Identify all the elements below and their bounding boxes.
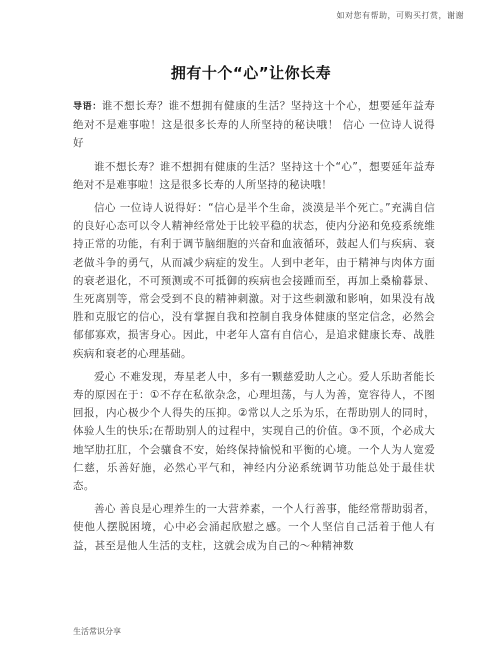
body-paragraph: 谁不想长寿？谁不想拥有健康的生活？坚持这十个“心”，想要延年益寿绝对不是难事啦！这是很多长寿的人所坚持的秘诀哦！ [73,160,435,191]
body-paragraph-love: 爱心 不难发现，寿星老人中，多有一颗慈爱助人之心。爱人乐助者能长寿的原因在于：①不存在私欲杂念，心理坦荡，与人为善，宽容待人，不图回报，内心极少个人得失的压抑。②常以人之乐为乐，在帮助别人的同时，体验人生的快乐;在帮助别人的过程中，实现自己的价值。③不顶，个必成大地罕肋扛肛，个会骧食不安，始终保持愉悦和平衡的心境。一个人为人宽爱仁慈，乐善好施，必然心平气和，神经内分泌系统调节功能总处于最佳状态。 [73,370,435,493]
intro-text: 谁不想长寿？谁不想拥有健康的生活？坚持这十个心，想要延年益寿绝对不是难事啦！这是很多长寿的人所坚持的秘诀哦！ 信心 一位诗人说得好 [73,100,436,150]
intro-paragraph [73,97,435,153]
intro-label: 导语： [73,102,102,112]
body-paragraph-kindness: 善心 善良是心理养生的一大营养素，一个人行善事，能经常帮助弱者，使他人摆脱困境，心中必会涌起欣慰之感。一个人坚信自己活着于他人有益，甚至是他人生活的支柱，这就会成为自己的～种精神数 [73,503,435,552]
header-note: 如对您有帮助，可购买打赏，谢谢 [336,11,464,20]
document-title: 拥有十个“心”让你长寿 [170,64,332,82]
footer-note: 生活常识分享 [73,627,121,636]
body-paragraph-confidence: 信心 一位诗人说得好：“信心是半个生命，淡漠是半个死亡。”充满自信的良好心态可以令人精神经常处于比较平稳的状态，使内分泌和免疫系统维持正常的功能，有利于调节脑细胞的兴奋和血液循环，鼓起人们与疾病、衰老做斗争的勇气，从而减少病症的发生。人到中老年，由于精神与肉体方面的衰老退化，不可预测或不可抵御的疾病也会接踵而至，再加上桑榆暮景、生死离别等，常会受到不良的精神刺激。对于这些刺激和影响，如果没有战胜和克服它的信心，没有掌握自我和控制自我身体健康的坚定信念，必然会郁郁寡欢，损害身心。因此，中老年人富有自信心，是追求健康长寿、战胜疾病和衰老的心理基础。 [73,202,435,360]
document-body [73,97,435,560]
